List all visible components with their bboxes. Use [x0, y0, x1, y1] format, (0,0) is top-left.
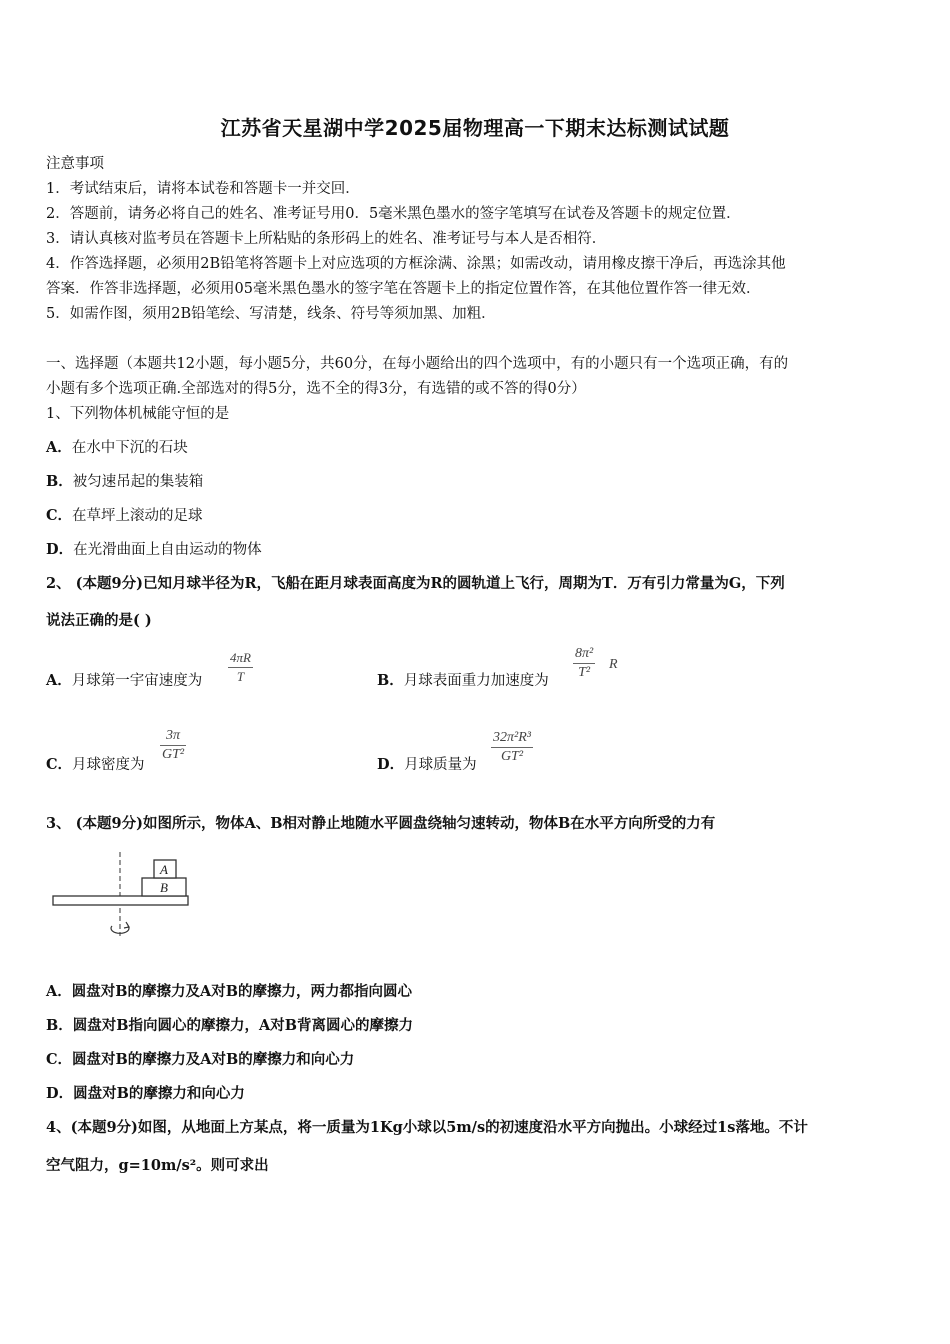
- option-label: D．: [377, 756, 405, 773]
- option-label: B．: [46, 473, 73, 490]
- option-text: 圆盘对B指向圆心的摩擦力，A对B背离圆心的摩擦力: [72, 1017, 414, 1034]
- q1-option-c: [46, 504, 203, 525]
- option-text: 在光滑曲面上自由运动的物体: [73, 542, 262, 558]
- notice-item: 3．请认真核对监考员在答题卡上所粘贴的条形码上的姓名、准考证号与本人是否相符．: [46, 231, 607, 247]
- option-text: 圆盘对B的摩擦力及A对B的摩擦力，两力都指向圆心: [71, 983, 413, 1000]
- notice-heading: 注意事项: [46, 156, 104, 172]
- notice-item: 答案．作答非选择题，必须用05毫米黑色墨水的签字笔在答题卡上的指定位置作答，在其他位置作答一律无效．: [46, 281, 761, 297]
- q2-option-a: [46, 669, 202, 690]
- q2-stem-cont: 说法正确的是( ): [46, 612, 152, 629]
- fraction-bar: [573, 663, 595, 664]
- q4-stem-cont: 空气阻力，g=10m/s²。则可求出: [46, 1157, 269, 1174]
- q3-option-a: [46, 980, 412, 1001]
- q1-stem: 1、下列物体机械能守恒的是: [46, 406, 230, 422]
- rotating-disk-figure: [48, 850, 193, 942]
- fraction-numerator: 8π²: [575, 646, 594, 661]
- notice-item: 1．考试结束后，请将本试卷和答题卡一并交回．: [46, 181, 360, 197]
- fraction-bar: [491, 747, 533, 748]
- fraction-bar: [160, 745, 186, 746]
- q3-option-c: [46, 1048, 354, 1069]
- q2-option-d: [377, 753, 477, 774]
- q3-option-b: [46, 1014, 413, 1035]
- option-label: C．: [46, 507, 73, 524]
- q1-option-d: [46, 538, 262, 559]
- option-text: 圆盘对B的摩擦力及A对B的摩擦力和向心力: [72, 1051, 355, 1068]
- section-heading: 一、选择题（本题共12小题，每小题5分，共60分，在每小题给出的四个选项中，有的小题只有一个选项正确，有的: [46, 356, 789, 372]
- option-label: B．: [377, 672, 404, 689]
- option-label: A．: [46, 983, 72, 1000]
- option-text: 月球表面重力加速度为: [403, 673, 549, 689]
- notice-item: 4．作答选择题，必须用2B铅笔将答题卡上对应选项的方框涂满、涂黑；如需改动，请用橡皮擦干净后，再选涂其他: [46, 256, 786, 272]
- notice-item: 5．如需作图，须用2B铅笔绘、写清楚，线条、符号等须加黑、加粗．: [46, 306, 496, 322]
- option-text: 在草坪上滚动的足球: [72, 508, 203, 524]
- option-label: D．: [46, 1085, 74, 1102]
- option-text: 被匀速吊起的集装箱: [72, 474, 204, 490]
- rotation-arrowhead: [124, 922, 129, 928]
- q4-stem: 4、(本题9分)如图，从地面上方某点，将一质量为1Kg小球以5m/s的初速度沿水平方向抛出。小球经过1s落地。不计: [46, 1119, 808, 1136]
- q3-stem: 3、 (本题9分)如图所示，物体A、B相对静止地随水平圆盘绕轴匀速转动，物体B在水平方向所受的力有: [46, 815, 716, 832]
- q2-option-d-formula: [491, 730, 533, 765]
- option-label: C．: [46, 1051, 73, 1068]
- fraction-numerator: 32π²R³: [493, 730, 531, 745]
- disk: [53, 896, 188, 905]
- q2-option-b-formula: [573, 646, 595, 681]
- notice-item: 2．答题前，请务必将自己的姓名、准考证号用0．5毫米黑色墨水的签字笔填写在试卷及答题卡的规定位置．: [46, 206, 741, 222]
- block-b-label: B: [160, 880, 168, 895]
- q2-stem: 2、 (本题9分)已知月球半径为R，飞船在距月球表面高度为R的圆轨道上飞行，周期为T．万有引力常量为G，下列: [46, 575, 785, 592]
- q2-option-c: [46, 753, 145, 774]
- fraction-numerator: 4πR: [230, 650, 251, 665]
- option-text: 圆盘对B的摩擦力和向心力: [73, 1085, 245, 1102]
- q3-option-d: [46, 1082, 245, 1103]
- q2-option-b-tail: R: [609, 657, 618, 672]
- option-text: 月球密度为: [72, 757, 145, 773]
- option-text: 在水中下沉的石块: [71, 440, 188, 456]
- q2-option-b: [377, 669, 549, 690]
- fraction-denominator: GT²: [500, 749, 524, 764]
- q2-option-c-formula: [160, 728, 186, 763]
- option-text: 月球第一宇宙速度为: [71, 673, 203, 689]
- page-title: 江苏省天星湖中学2025届物理高一下期末达标测试试题: [220, 116, 730, 140]
- option-label: C．: [46, 756, 73, 773]
- q1-option-a: [46, 436, 188, 457]
- option-text: 月球质量为: [404, 757, 477, 773]
- section-heading-cont: 小题有多个选项正确.全部选对的得5分，选不全的得3分，有选错的或不答的得0分）: [46, 381, 586, 397]
- option-label: D．: [46, 541, 74, 558]
- fraction-denominator: T²: [578, 665, 591, 680]
- option-label: B．: [46, 1017, 73, 1034]
- block-a-label: A: [160, 862, 168, 877]
- fraction-denominator: GT²: [162, 747, 185, 762]
- fraction-denominator: T: [236, 669, 245, 684]
- fraction-numerator: 3π: [166, 728, 181, 743]
- option-label: A．: [46, 439, 72, 456]
- fraction-bar: [228, 667, 253, 668]
- q1-option-b: [46, 470, 203, 491]
- q2-option-a-formula: [228, 650, 253, 685]
- option-label: A．: [46, 672, 72, 689]
